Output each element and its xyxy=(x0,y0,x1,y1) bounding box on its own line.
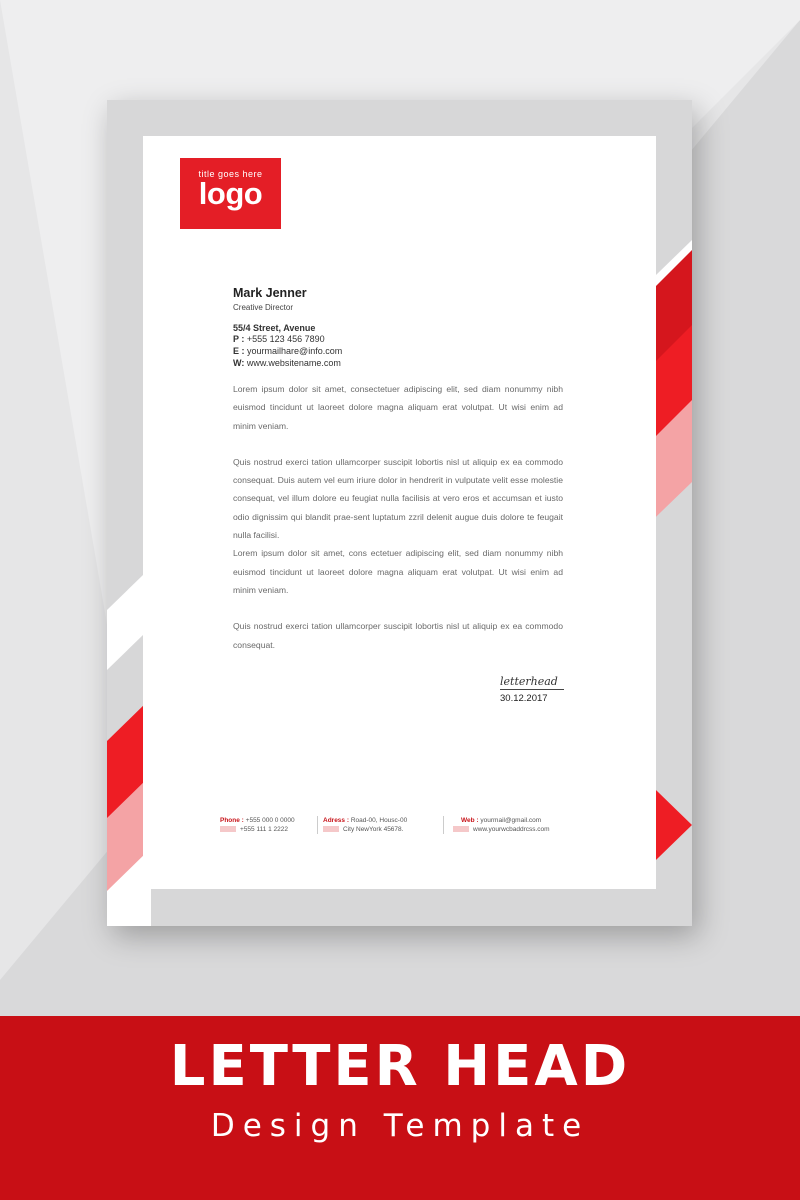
body-paragraph: Lorem ipsum dolor sit amet, consectetuer adipiscing elit, sed diam nonummy nibh euismod tincidunt ut laoreet dolore magna aliquam erat volutpat. Ut wisi enim ad minim veniam. xyxy=(233,384,563,431)
email-label: E : xyxy=(233,346,245,356)
footer-address-2: City NewYork 45678. xyxy=(343,826,404,833)
sender-phone-line xyxy=(233,333,563,345)
letter-body xyxy=(233,380,563,654)
sender-web: www.websitename.com xyxy=(246,358,341,368)
signature: letterhead xyxy=(500,676,564,690)
banner-subtitle: Design Template xyxy=(210,1108,590,1144)
sender-address: 55/4 Street, Avenue xyxy=(233,323,316,333)
sender-email-line xyxy=(233,345,563,357)
banner-title: LETTER HEAD xyxy=(169,1034,631,1099)
footer-address-label: Adress : xyxy=(323,817,350,824)
footer-web xyxy=(453,816,550,834)
letterhead-sheet xyxy=(107,100,692,926)
sender-phone: +555 123 456 7890 xyxy=(246,334,325,344)
footer-web-label: Web : xyxy=(461,817,479,824)
sender-email: yourmailhare@info.com xyxy=(247,346,343,356)
body-paragraph: Quis nostrud exerci tation ullamcorper suscipit lobortis nisl ut aliquip ex ea commodo consequat. Duis autem vel eum iriure dolor in hendrerit in vulputate velit esse molestie consequat, vel illum dolore eu feugiat nulla facilisis at vero eros et accumsan et iusto odio dignissim qui blandit prae-sent luptatum zzril delenit augue duis dolore te feugait nulla facilisi. xyxy=(233,456,563,541)
signature-block xyxy=(500,676,564,704)
phone-label: P : xyxy=(233,334,245,344)
footer-address xyxy=(323,816,407,834)
body-paragraph: Lorem ipsum dolor sit amet, cons ectetuer adipiscing elit, sed diam nonummy nibh euismod tincidunt ut laoreet dolore magna aliquam erat volutpat. Ut wisi enim ad minim veniam. xyxy=(233,548,563,595)
logo-text: logo xyxy=(198,176,263,211)
sender-name: Mark Jenner xyxy=(233,286,307,300)
company-logo xyxy=(180,158,281,229)
footer-phone-1: +555 000 0 0000 xyxy=(245,817,295,824)
footer-phone xyxy=(220,816,295,834)
footer-phone-2: +555 111 1 2222 xyxy=(240,826,289,833)
footer-web-2: www.yourwcbaddrcss.com xyxy=(473,826,550,833)
sender-block xyxy=(233,286,563,369)
footer-phone-label: Phone : xyxy=(220,817,244,824)
web-label: W: xyxy=(233,358,245,368)
letter-paper xyxy=(143,136,656,889)
title-banner xyxy=(0,1016,800,1200)
logo-tagline: title goes here xyxy=(198,169,263,179)
body-paragraph: Quis nostrud exerci tation ullamcorper suscipit lobortis nisl ut aliquip ex ea commodo consequat. xyxy=(233,621,563,650)
footer-address-1: Road-00, Housc-00 xyxy=(350,817,408,824)
letter-date: 30.12.2017 xyxy=(500,693,548,704)
sender-title: Creative Director xyxy=(233,303,294,312)
footer-web-1: yourmail@gmail.com xyxy=(480,817,542,824)
sender-web-line xyxy=(233,357,563,369)
